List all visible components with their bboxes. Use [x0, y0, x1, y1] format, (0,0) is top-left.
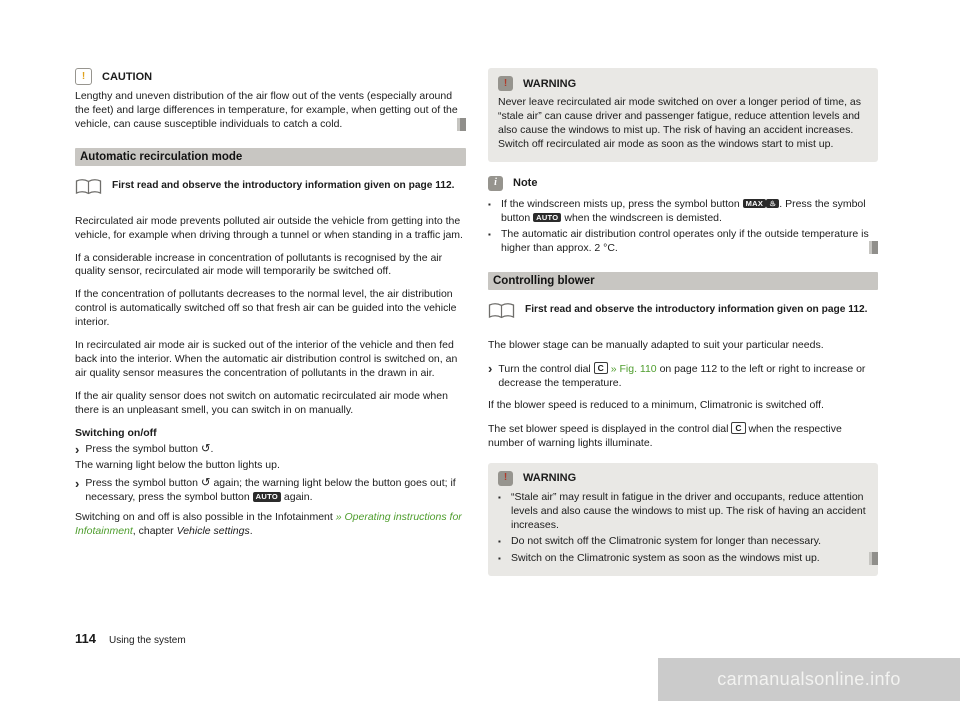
step-text-pre: Press the symbol button [85, 442, 201, 455]
step-turn-control-dial [488, 362, 878, 391]
paragraph [488, 422, 878, 451]
step-text-pre: Press the symbol button [85, 477, 201, 490]
note-bullet [488, 228, 878, 256]
warning-header [498, 76, 868, 91]
step-text-post: on page 112 to the left or right to increase or decrease the temperature. [498, 363, 866, 390]
step-text [85, 443, 466, 457]
caution-icon: ! [75, 68, 92, 85]
recirculation-icon: ↺ [200, 442, 211, 455]
footer-section-label: Using the system [108, 635, 186, 646]
page-footer [75, 631, 186, 646]
step-arrow-icon: › [75, 476, 80, 492]
paragraph: If the blower speed is reduced to a minimum, Climatronic is switched off. [488, 398, 824, 411]
bullet-icon: ▪ [498, 492, 501, 502]
paragraph: Recirculated air mode prevents polluted air outside the vehicle from getting into the vehicle, for example when driving through a tunnel or when standing in a traffic jam. [75, 214, 463, 241]
caution-title: CAUTION [102, 70, 153, 83]
recirculation-icon: ↺ [200, 477, 211, 490]
warning-box-recirculated-air [488, 68, 878, 162]
section-end-marker [869, 552, 878, 565]
max-button-badge: MAX [743, 199, 767, 209]
left-column [75, 68, 466, 548]
warning-bullet [498, 491, 868, 533]
paragraph: If a considerable increase in concentration of pollutants is recognised by the air quality sensor, recirculated air mode will temporarily be switched off. [75, 251, 443, 278]
step-text [498, 362, 878, 391]
bullet-icon: ▪ [488, 199, 491, 209]
warning-light-note: The warning light below the button lights up. [75, 459, 280, 472]
link-operating-instructions[interactable]: » Operating instructions for Infotainment [75, 511, 462, 538]
warning-bullet-text: “Stale air” may result in fatigue in the driver and occupants, reduce attention levels and also cause the windows to mist up. The risk of having an accident increases. [511, 490, 866, 531]
warning-title: WARNING [523, 77, 577, 90]
note-header [488, 176, 878, 191]
bullet-icon: ▪ [498, 537, 501, 547]
note-bullet [488, 198, 878, 226]
note-title: Note [513, 177, 538, 190]
watermark: carmanualsonline.info [658, 658, 960, 701]
note-block [488, 176, 878, 257]
warning-bullet-text: Switch on the Climatronic system as soon as the windows mist up. [511, 552, 820, 565]
infotainment-note-mid: , chapter [132, 525, 177, 538]
step-text-mid: again; the warning light below the button goes out; if necessary, press the symbol button [85, 477, 456, 504]
warning-icon: ! [498, 471, 513, 486]
book-icon [488, 302, 515, 325]
read-first-text: First read and observe the introductory information given on page 112. [525, 304, 868, 316]
step-press-recirc-button [75, 443, 466, 457]
read-first-note [488, 302, 878, 325]
caution-body: Lengthy and uneven distribution of the air flow out of the vents (especially around the feet) and large differences in temperature, for example, when getting out of the vehicle, can cause susceptible individuals to catch a cold. [75, 90, 458, 130]
section-heading-automatic-recirculation-mode: Automatic recirculation mode [75, 148, 466, 166]
paragraph: If the air quality sensor does not switch on automatic recirculated air mode when there is an unpleasant smell, you can switch in on manually. [75, 389, 448, 416]
link-fig-110[interactable]: » Fig. 110 [607, 363, 660, 376]
defrost-icon: ♨ [766, 199, 779, 209]
warning-body: Never leave recirculated air mode switched on over a longer period of time, as “stale air” can cause driver and passenger fatigue, reduce attention levels and also cause the windows to mist up. The risk of having an accident increases. Switch off recirculated air mode as soon as the windows start to mist up. [498, 96, 862, 150]
dial-c-badge: C [731, 422, 745, 434]
note-bullet-text [501, 198, 878, 226]
step-text-pre: Turn the control dial [498, 363, 594, 376]
blower-speed-post: when the respective number of warning lights illuminate. [488, 422, 842, 449]
dial-c-badge: C [594, 362, 608, 374]
caution-block [75, 68, 466, 132]
step-text-post: . [210, 442, 214, 455]
warning-bullet [498, 552, 868, 566]
caution-header [75, 68, 466, 85]
right-column [488, 68, 878, 576]
note-bullet-mid: . Press the symbol button [501, 197, 866, 224]
infotainment-note [75, 511, 466, 539]
warning-title: WARNING [523, 472, 577, 485]
vehicle-settings-ref: Vehicle settings [176, 525, 250, 538]
step-text-post: again. [280, 491, 313, 504]
note-bullet-pre: If the windscreen mists up, press the symbol button [501, 197, 743, 210]
auto-button-badge: AUTO [533, 213, 561, 223]
book-icon [75, 178, 102, 201]
warning-icon: ! [498, 76, 513, 91]
blower-speed-pre: The set blower speed is displayed in the control dial [488, 422, 732, 435]
warning-bullet-text: Do not switch off the Climatronic system for longer than necessary. [511, 535, 822, 548]
page-number: 114 [75, 631, 96, 646]
paragraph: In recirculated air mode air is sucked out of the interior of the vehicle and then fed back into the interior. When the automatic air distribution control is switched on, an air quality sensor measures the concentration of pollutants in the drawn in air. [75, 339, 458, 379]
paragraph: The blower stage can be manually adapted to suit your particular needs. [488, 339, 824, 352]
note-bullet-post: when the windscreen is demisted. [561, 211, 722, 224]
step-text [85, 477, 466, 505]
warning-bullet [498, 535, 868, 549]
auto-button-badge: AUTO [253, 492, 281, 502]
section-end-marker [457, 118, 466, 131]
switching-on-off-subheading: Switching on/off [75, 426, 157, 439]
paragraph: If the concentration of pollutants decreases to the normal level, the air distribution control is automatically switched off so that fresh air can be guided into the vehicle interior. [75, 288, 457, 329]
infotainment-note-post: . [249, 525, 253, 538]
step-press-recirc-button-again [75, 477, 466, 505]
warning-box-stale-air [488, 463, 878, 577]
step-arrow-icon: › [488, 361, 493, 377]
note-bullet-text: The automatic air distribution control operates only if the outside temperature is higher than approx. 2 °C. [501, 228, 869, 255]
bullet-icon: ▪ [488, 230, 491, 240]
section-heading-controlling-blower: Controlling blower [488, 272, 878, 290]
read-first-text: First read and observe the introductory information given on page 112. [112, 179, 455, 191]
bullet-icon: ▪ [498, 554, 501, 564]
section-end-marker [869, 241, 878, 254]
infotainment-note-pre: Switching on and off is also possible in the Infotainment [75, 511, 336, 524]
read-first-note [75, 178, 466, 201]
warning-header [498, 471, 868, 486]
note-icon: i [488, 176, 503, 191]
step-arrow-icon: › [75, 441, 80, 457]
